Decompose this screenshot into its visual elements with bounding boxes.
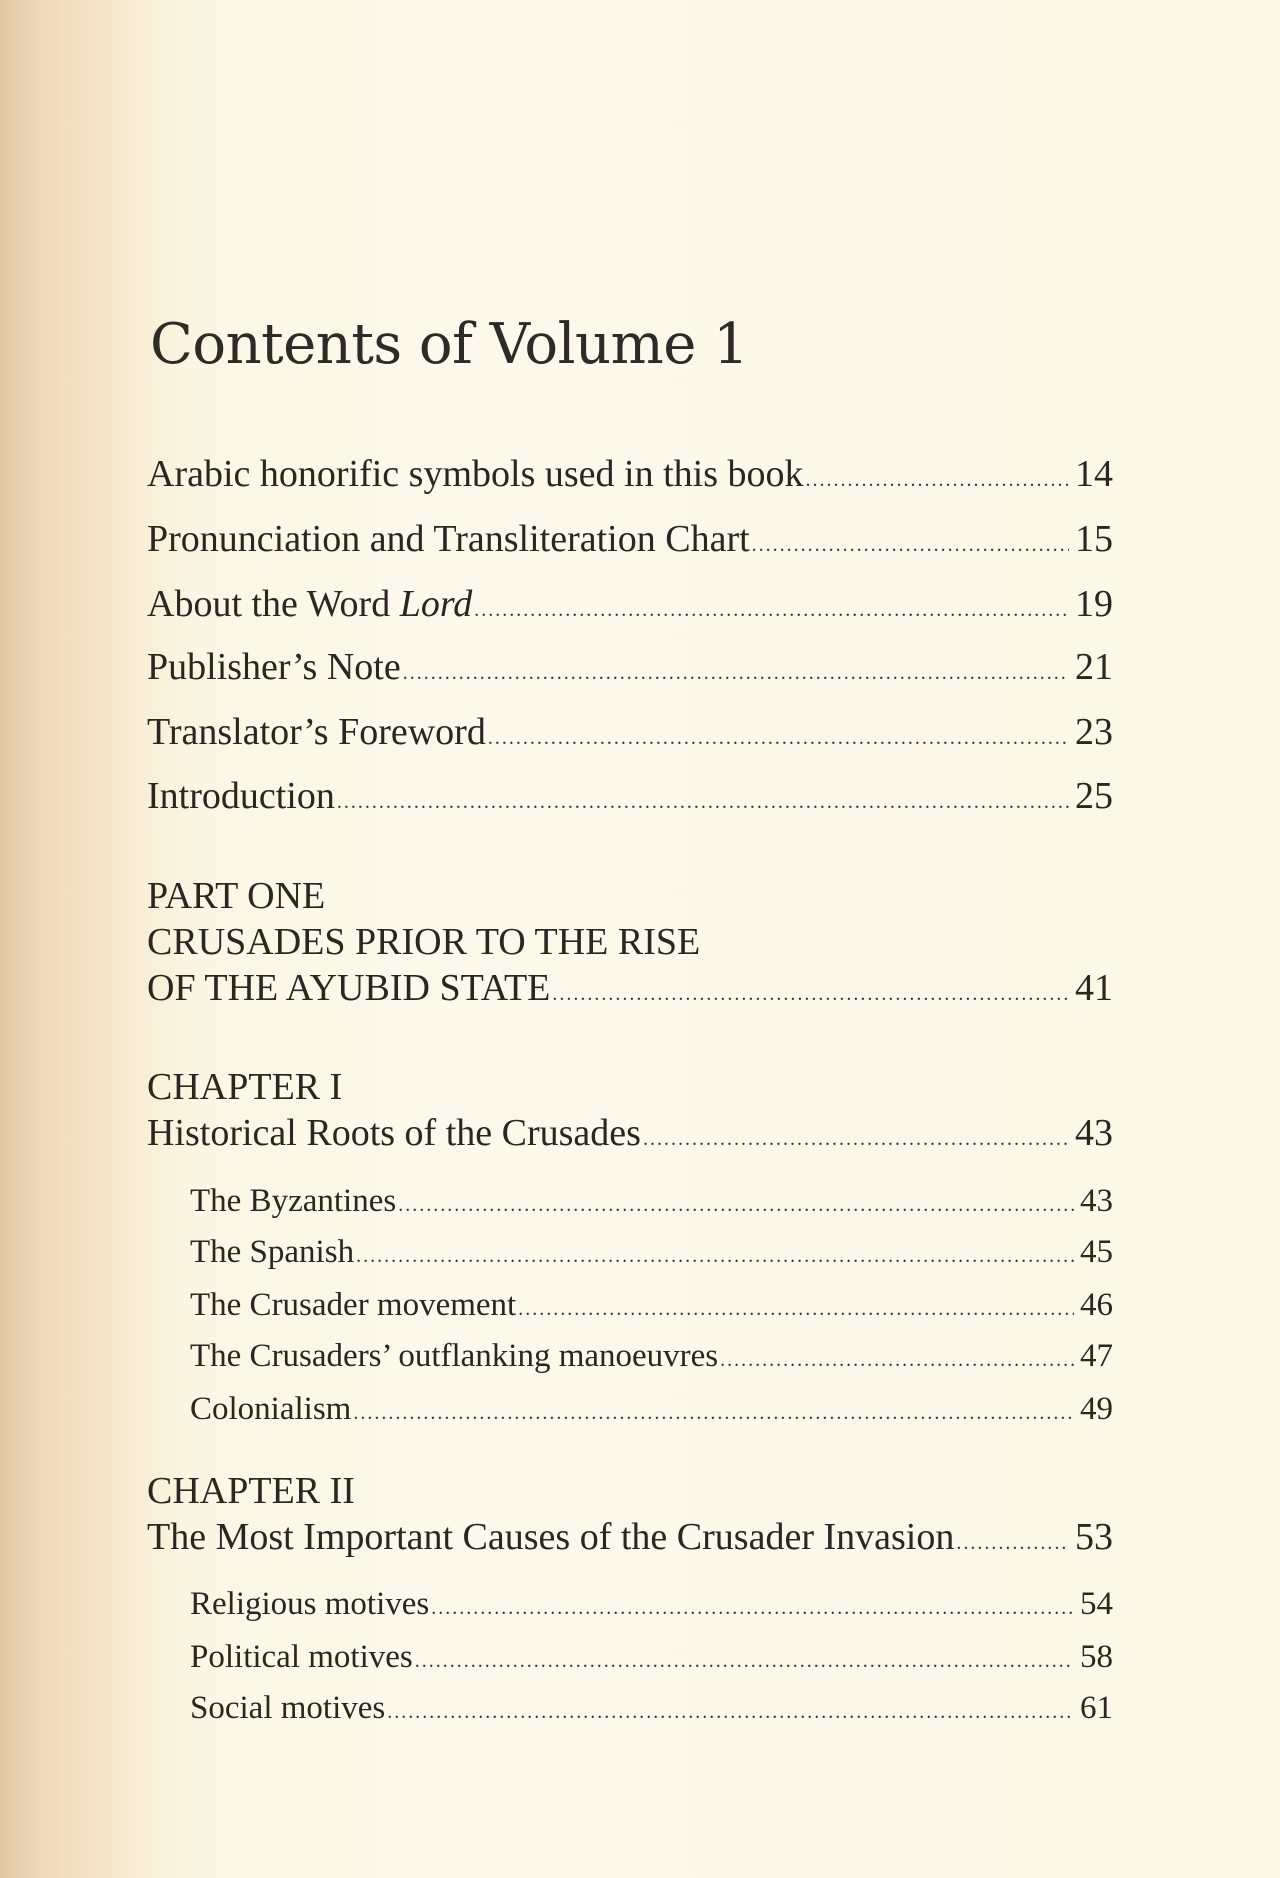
toc-subentry bbox=[190, 1688, 1113, 1732]
part-title-line: OF THE AYUBID STATE bbox=[147, 967, 551, 1009]
dot-leader bbox=[488, 716, 1069, 760]
toc-entry bbox=[147, 966, 1113, 1016]
entry-page: 53 bbox=[1075, 1516, 1113, 1558]
entry-title: Social motives bbox=[190, 1690, 386, 1726]
chapter-title: Historical Roots of the Crusades bbox=[147, 1112, 641, 1154]
toc-entry bbox=[147, 452, 1113, 502]
entry-title: The Crusaders’ outflanking manoeuvres bbox=[190, 1338, 719, 1374]
chapter-label: CHAPTER I bbox=[147, 1066, 343, 1108]
toc-entry bbox=[147, 1111, 1113, 1161]
part-title-line: CRUSADES PRIOR TO THE RISE bbox=[147, 921, 701, 963]
toc-subentry bbox=[190, 1336, 1113, 1380]
entry-page: 15 bbox=[1075, 518, 1113, 560]
dot-leader bbox=[552, 972, 1069, 1016]
entry-page: 43 bbox=[1075, 1112, 1113, 1154]
entry-page: 61 bbox=[1080, 1690, 1113, 1726]
entry-page: 23 bbox=[1075, 711, 1113, 753]
toc-subentry bbox=[190, 1285, 1113, 1329]
dot-leader bbox=[805, 458, 1069, 502]
toc-subentry bbox=[190, 1637, 1113, 1681]
entry-title: Introduction bbox=[147, 775, 335, 817]
entry-page: 25 bbox=[1075, 775, 1113, 817]
dot-leader bbox=[474, 588, 1069, 632]
dot-leader bbox=[720, 1340, 1074, 1380]
dot-leader bbox=[403, 651, 1069, 695]
entry-page: 14 bbox=[1075, 453, 1113, 495]
toc-subentry bbox=[190, 1232, 1113, 1276]
toc-entry bbox=[147, 710, 1113, 760]
toc-entry bbox=[147, 517, 1113, 567]
entry-page: 43 bbox=[1080, 1183, 1113, 1219]
entry-title: Translator’s Foreword bbox=[147, 711, 486, 753]
entry-page: 58 bbox=[1080, 1639, 1113, 1675]
entry-title: Pronunciation and Transliteration Chart bbox=[147, 518, 750, 560]
dot-leader bbox=[752, 523, 1069, 567]
page-title: Contents of Volume 1 bbox=[150, 312, 749, 377]
entry-title: The Crusader movement bbox=[190, 1287, 517, 1323]
dot-leader bbox=[643, 1117, 1069, 1161]
entry-page: 45 bbox=[1080, 1234, 1113, 1270]
dot-leader bbox=[337, 780, 1069, 824]
dot-leader bbox=[518, 1289, 1074, 1329]
entry-title: The Byzantines bbox=[190, 1183, 397, 1219]
entry-title: The Spanish bbox=[190, 1234, 355, 1270]
part-label: PART ONE bbox=[147, 875, 326, 917]
dot-leader bbox=[956, 1521, 1069, 1565]
dot-leader bbox=[387, 1692, 1074, 1732]
entry-title: Political motives bbox=[190, 1639, 413, 1675]
chapter-label: CHAPTER II bbox=[147, 1470, 355, 1512]
entry-title-prefix: About the Word bbox=[147, 583, 400, 625]
entry-page: 41 bbox=[1075, 967, 1113, 1009]
toc-subentry bbox=[190, 1389, 1113, 1433]
entry-title: Colonialism bbox=[190, 1391, 352, 1427]
entry-page: 46 bbox=[1080, 1287, 1113, 1323]
toc-entry bbox=[147, 582, 1113, 632]
toc-entry bbox=[147, 645, 1113, 695]
entry-page: 54 bbox=[1080, 1586, 1113, 1622]
toc-entry bbox=[147, 774, 1113, 824]
dot-leader bbox=[431, 1588, 1074, 1628]
chapter-title: The Most Important Causes of the Crusader Invasion bbox=[147, 1516, 955, 1558]
entry-title: Arabic honorific symbols used in this book bbox=[147, 453, 804, 495]
entry-title-italic: Lord bbox=[399, 583, 473, 625]
entry-title bbox=[147, 582, 472, 626]
entry-page: 49 bbox=[1080, 1391, 1113, 1427]
entry-page: 47 bbox=[1080, 1338, 1113, 1374]
dot-leader bbox=[398, 1185, 1074, 1225]
toc-subentry bbox=[190, 1584, 1113, 1628]
entry-page: 21 bbox=[1075, 646, 1113, 688]
dot-leader bbox=[356, 1236, 1074, 1276]
toc-entry bbox=[147, 1515, 1113, 1565]
toc-subentry bbox=[190, 1181, 1113, 1225]
entry-title: Religious motives bbox=[190, 1586, 430, 1622]
dot-leader bbox=[353, 1393, 1074, 1433]
entry-title: Publisher’s Note bbox=[147, 646, 401, 688]
entry-page: 19 bbox=[1075, 583, 1113, 625]
dot-leader bbox=[415, 1641, 1074, 1681]
